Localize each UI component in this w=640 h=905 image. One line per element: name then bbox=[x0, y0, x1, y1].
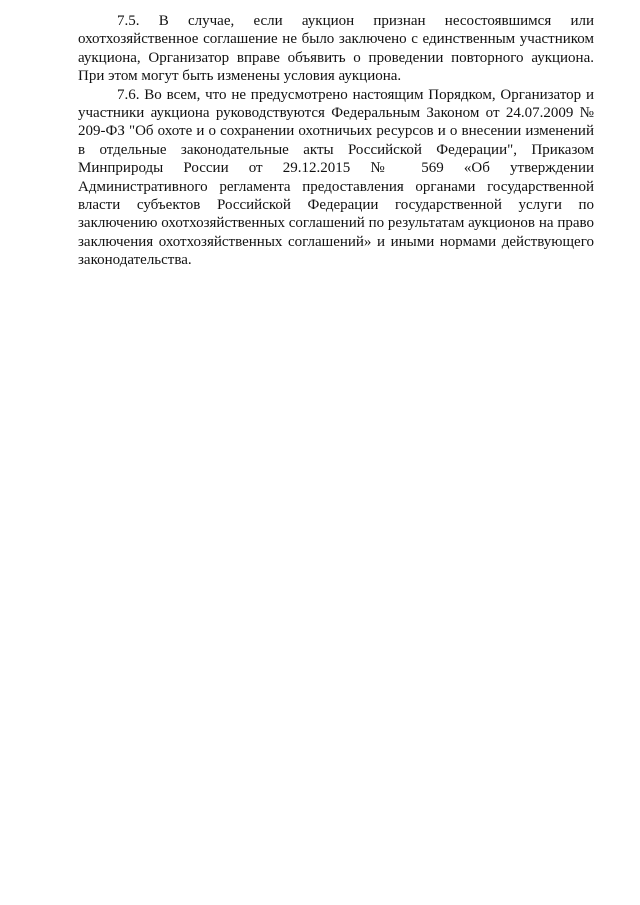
paragraph-number: 7.5. bbox=[117, 13, 140, 29]
paragraph-7-6 bbox=[78, 86, 594, 270]
paragraph-text: Во всем, что не предусмотрено настоящим Порядком, Организатор и участники аукциона руководствуются Федеральным Законом от 24.07.2009 № 209-ФЗ "Об охоте и о сохранении охотничьих ресурсов и о внесении изменений в отдельные законодательные акты Российской Федерации", Приказом Минприроды России от 29.12.2015 № 569 «Об утверждении Административного регламента предоставления органами государственной власти субъектов Российской Федерации государственной услуги по заключению охотхозяйственных соглашений по результатам аукционов на право заключения охотхозяйственных соглашений» и иными нормами действующего законодательства. bbox=[78, 86, 594, 269]
document-body bbox=[78, 12, 594, 270]
paragraph-text: В случае, если аукцион признан несостоявшимся или охотхозяйственное соглашение не было заключено с единственным участником аукциона, Организатор вправе объявить о проведении повторного аукциона. При этом могут быть изменены условия аукциона. bbox=[78, 13, 594, 85]
paragraph-number: 7.6. bbox=[117, 86, 140, 103]
paragraph-7-5 bbox=[78, 12, 594, 86]
